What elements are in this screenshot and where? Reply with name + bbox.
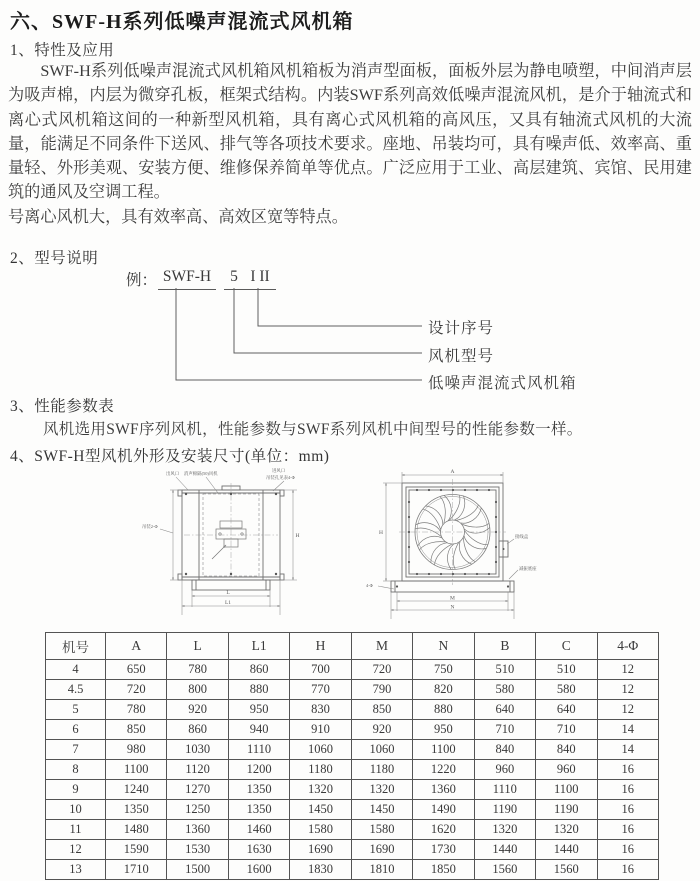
- table-cell: 1320: [474, 820, 535, 840]
- table-cell: 1480: [106, 820, 167, 840]
- section4-heading: 4、SWF-H型风机外形及安装尺寸(单位：mm): [10, 448, 330, 465]
- table-cell: 1110: [474, 780, 535, 800]
- connector-fan-model: [234, 288, 422, 353]
- table-cell: 1600: [228, 860, 289, 880]
- table-row: [46, 740, 659, 760]
- page-title: 六、SWF-H系列低噪声混流式风机箱: [10, 11, 354, 33]
- installation-drawings: [100, 463, 560, 631]
- column-header: L1: [228, 633, 289, 660]
- table-header-row: [46, 633, 659, 660]
- table-cell: 4.5: [46, 680, 106, 700]
- table-cell: 16: [597, 800, 659, 820]
- column-header: H: [290, 633, 351, 660]
- table-cell: 510: [474, 660, 535, 680]
- table-cell: 750: [413, 660, 474, 680]
- table-cell: 10: [46, 800, 106, 820]
- table-cell: 8: [46, 760, 106, 780]
- section1-paragraph: SWF-H系列低噪声混流式风机箱风机箱板为消声型面板，面板外层为静电喷塑，中间消声层为吸声棉，内层为微穿孔板，框架式结构。内装SWF系列高效低噪声混流风机，是介于轴流式和离心式风机箱这间的一种新型风机箱，具有离心式风机箱的高风压，又具有轴流式风机的大流量，能满足不同条件下送风、排气等各项技术要求。座地、吊装均可，具有噪声低、效率高、重量轻、外形美观、安装方便、维修保养简单等优点。广泛应用于工业、高层建筑、宾馆、民用建筑的通风及空调工程。: [8, 62, 692, 202]
- annotation-base: 减振底座: [519, 566, 537, 571]
- table-row: [46, 660, 659, 680]
- table-cell: 1690: [351, 840, 412, 860]
- internal-fan-motor: [212, 521, 246, 559]
- model-code-design: I II: [244, 268, 276, 290]
- table-cell: 830: [290, 700, 351, 720]
- section2-heading: 2、型号说明: [10, 250, 99, 267]
- table-cell: 510: [536, 660, 597, 680]
- annotation-hanger: 吊装2-Φ: [142, 524, 158, 529]
- table-cell: 1200: [228, 760, 289, 780]
- column-header: B: [474, 633, 535, 660]
- table-row: [46, 800, 659, 820]
- model-code-series: SWF-H: [158, 268, 216, 290]
- table-cell: 820: [413, 680, 474, 700]
- column-header: A: [106, 633, 167, 660]
- table-cell: 700: [290, 660, 351, 680]
- connector-design-no: [258, 288, 422, 326]
- table-body: [46, 660, 659, 880]
- table-cell: 1120: [167, 760, 228, 780]
- callout-series-name: 低噪声混流式风机箱: [428, 375, 577, 392]
- table-cell: 1530: [167, 840, 228, 860]
- table-cell: 13: [46, 860, 106, 880]
- table-cell: 960: [536, 760, 597, 780]
- dim-label-L1: L1: [224, 600, 232, 606]
- table-cell: 16: [597, 760, 659, 780]
- table-cell: 850: [106, 720, 167, 740]
- table-row: [46, 780, 659, 800]
- table-cell: 770: [290, 680, 351, 700]
- table-row: [46, 700, 659, 720]
- table-cell: 5: [46, 700, 106, 720]
- annotation-bolt-holes: 4-Φ: [366, 583, 373, 588]
- table-row: [46, 820, 659, 840]
- column-header: L: [167, 633, 228, 660]
- table-cell: 1220: [413, 760, 474, 780]
- annotation-inlet: 进风口: [272, 468, 286, 473]
- table-cell: 1250: [167, 800, 228, 820]
- connector-series-name: [176, 288, 422, 380]
- table-row: [46, 760, 659, 780]
- table-cell: 1350: [228, 780, 289, 800]
- column-header: C: [536, 633, 597, 660]
- table-cell: 980: [106, 740, 167, 760]
- table-cell: 580: [474, 680, 535, 700]
- table-cell: 580: [536, 680, 597, 700]
- table-cell: 950: [413, 720, 474, 740]
- table-cell: 800: [167, 680, 228, 700]
- table-head: [46, 633, 659, 660]
- table-cell: 12: [597, 700, 659, 720]
- table-cell: 1440: [536, 840, 597, 860]
- table-row: [46, 840, 659, 860]
- section3-text: 风机选用SWF序列风机，性能参数与SWF系列风机中间型号的性能参数一样。: [43, 421, 583, 438]
- table-cell: 780: [167, 660, 228, 680]
- table-cell: 1460: [228, 820, 289, 840]
- table-cell: 1190: [474, 800, 535, 820]
- dim-label-N: N: [450, 604, 455, 611]
- dimensions-table-wrap: [45, 632, 659, 880]
- front-view-drawing: [366, 469, 537, 619]
- table-cell: 16: [597, 840, 659, 860]
- dim-label-L: L: [226, 590, 230, 596]
- table-cell: 1490: [413, 800, 474, 820]
- table-cell: 860: [228, 660, 289, 680]
- section3-heading: 3、性能参数表: [10, 398, 115, 415]
- table-cell: 1240: [106, 780, 167, 800]
- table-cell: 1110: [228, 740, 289, 760]
- table-row: [46, 680, 659, 700]
- table-cell: 720: [106, 680, 167, 700]
- dim-label-A: A: [450, 469, 455, 475]
- table-cell: 12: [46, 840, 106, 860]
- table-cell: 1830: [290, 860, 351, 880]
- table-cell: 12: [597, 660, 659, 680]
- table-cell: 1730: [413, 840, 474, 860]
- table-cell: 710: [536, 720, 597, 740]
- callout-design-no: 设计序号: [428, 320, 495, 337]
- section1-paragraph2: 号离心风机大，具有效率高、高效区宽等特点。: [8, 207, 348, 226]
- table-cell: 1030: [167, 740, 228, 760]
- table-cell: 1350: [106, 800, 167, 820]
- table-cell: 640: [536, 700, 597, 720]
- annotation-junction-box: 接线盒: [515, 534, 529, 539]
- table-cell: 1560: [536, 860, 597, 880]
- table-cell: 1850: [413, 860, 474, 880]
- table-cell: 790: [351, 680, 412, 700]
- dim-label-H-front: H: [379, 530, 383, 536]
- column-header: M: [351, 633, 412, 660]
- section1-body: [8, 59, 692, 229]
- dimensions-table: [45, 632, 659, 880]
- table-cell: 1630: [228, 840, 289, 860]
- table-cell: 16: [597, 860, 659, 880]
- table-cell: 1180: [351, 760, 412, 780]
- table-cell: 880: [413, 700, 474, 720]
- table-cell: 1500: [167, 860, 228, 880]
- column-header: N: [413, 633, 474, 660]
- table-cell: 1320: [290, 780, 351, 800]
- annotation-holes: 吊装孔见表4-Φ: [266, 475, 295, 480]
- table-cell: 7: [46, 740, 106, 760]
- table-cell: 1450: [351, 800, 412, 820]
- table-cell: 1320: [536, 820, 597, 840]
- annotation-fan: 消声棉隔(50)风机: [184, 471, 218, 476]
- table-cell: 940: [228, 720, 289, 740]
- table-cell: 6: [46, 720, 106, 740]
- table-cell: 12: [597, 680, 659, 700]
- table-cell: 9: [46, 780, 106, 800]
- table-cell: 4: [46, 660, 106, 680]
- column-header: 机号: [46, 633, 106, 660]
- table-cell: 720: [351, 660, 412, 680]
- section1-heading: 1、特性及应用: [10, 42, 115, 59]
- table-cell: 1560: [474, 860, 535, 880]
- table-cell: 16: [597, 820, 659, 840]
- dim-label-H-side: H: [295, 533, 300, 539]
- table-cell: 640: [474, 700, 535, 720]
- table-cell: 960: [474, 760, 535, 780]
- table-cell: 14: [597, 720, 659, 740]
- table-cell: 1100: [413, 740, 474, 760]
- table-cell: 11: [46, 820, 106, 840]
- table-cell: 1590: [106, 840, 167, 860]
- table-cell: 840: [474, 740, 535, 760]
- table-cell: 1710: [106, 860, 167, 880]
- table-cell: 1580: [290, 820, 351, 840]
- table-cell: 880: [228, 680, 289, 700]
- table-cell: 710: [474, 720, 535, 740]
- model-diagram-connector-lines: [0, 284, 700, 396]
- table-row: [46, 720, 659, 740]
- dim-label-M: M: [450, 595, 455, 602]
- table-cell: 850: [351, 700, 412, 720]
- table-row: [46, 860, 659, 880]
- table-cell: 16: [597, 780, 659, 800]
- impeller: [415, 494, 491, 570]
- table-cell: 910: [290, 720, 351, 740]
- table-cell: 1060: [290, 740, 351, 760]
- table-cell: 840: [536, 740, 597, 760]
- table-cell: 1060: [351, 740, 412, 760]
- table-cell: 1350: [228, 800, 289, 820]
- table-cell: 1580: [351, 820, 412, 840]
- table-cell: 1190: [536, 800, 597, 820]
- table-cell: 1360: [167, 820, 228, 840]
- table-cell: 14: [597, 740, 659, 760]
- table-cell: 650: [106, 660, 167, 680]
- table-cell: 1320: [351, 780, 412, 800]
- column-header: 4-Φ: [597, 633, 659, 660]
- callout-fan-model: 风机型号: [428, 348, 495, 365]
- table-cell: 1440: [474, 840, 535, 860]
- table-cell: 1100: [106, 760, 167, 780]
- annotation-outlet: 出风口: [166, 471, 180, 476]
- table-cell: 1100: [536, 780, 597, 800]
- model-example-label: 例：: [126, 272, 158, 289]
- side-view-drawing: [142, 467, 300, 615]
- table-cell: 1450: [290, 800, 351, 820]
- table-cell: 1810: [351, 860, 412, 880]
- table-cell: 1620: [413, 820, 474, 840]
- table-cell: 1270: [167, 780, 228, 800]
- table-cell: 920: [351, 720, 412, 740]
- table-cell: 920: [167, 700, 228, 720]
- table-cell: 860: [167, 720, 228, 740]
- table-cell: 1690: [290, 840, 351, 860]
- table-cell: 950: [228, 700, 289, 720]
- model-code-size: 5: [224, 268, 244, 290]
- table-cell: 780: [106, 700, 167, 720]
- table-cell: 1180: [290, 760, 351, 780]
- table-cell: 1360: [413, 780, 474, 800]
